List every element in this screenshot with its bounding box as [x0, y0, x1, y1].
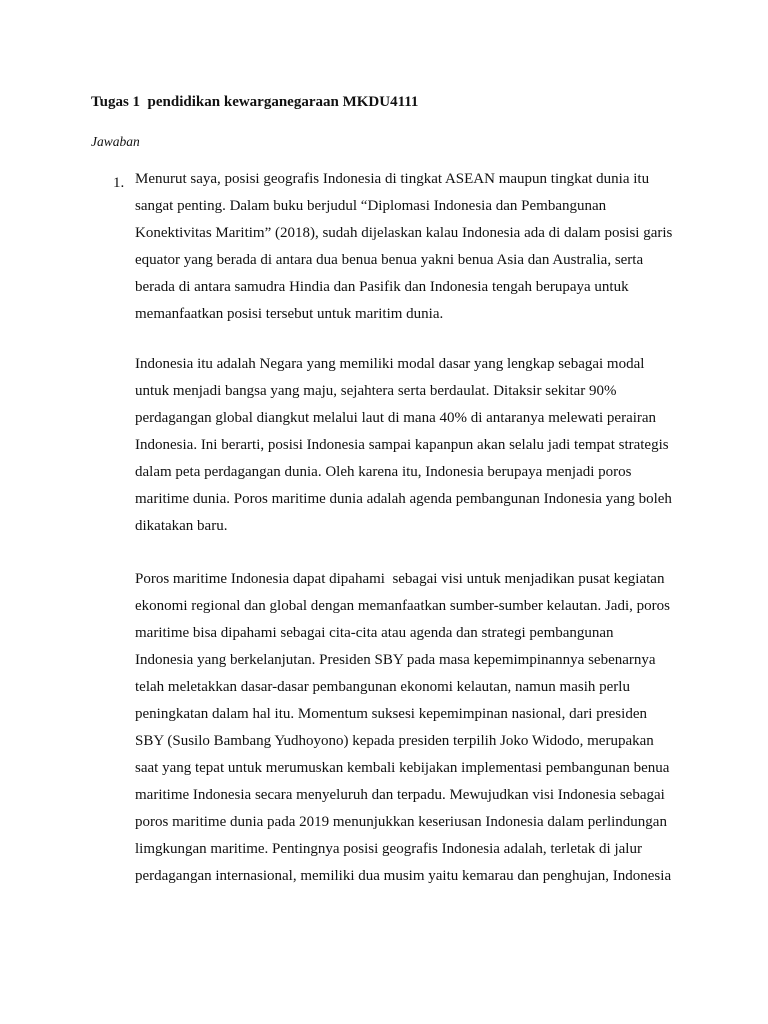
- document-title: Tugas 1 pendidikan kewarganegaraan MKDU4111: [91, 94, 419, 110]
- text-line: perdagangan internasional, memiliki dua musim yaitu kemarau dan penghujan, Indonesia: [135, 868, 672, 884]
- text-line: Menurut saya, posisi geografis Indonesia di tingkat ASEAN maupun tingkat dunia itu: [135, 171, 650, 187]
- text-line: peningkatan dalam hal itu. Momentum suksesi kepemimpinan nasional, dari presiden: [135, 706, 647, 722]
- text-line: limgkungan maritime. Pentingnya posisi geografis Indonesia adalah, terletak di jalur: [135, 841, 642, 857]
- text-line: Indonesia itu adalah Negara yang memiliki modal dasar yang lengkap sebagai modal: [135, 356, 645, 372]
- text-line: Indonesia yang berkelanjutan. Presiden SBY pada masa kepemimpinannya sebenarnya: [135, 652, 656, 668]
- paragraph-3: [135, 566, 675, 890]
- document-subtitle: Jawaban: [91, 134, 140, 149]
- text-line: telah meletakkan dasar-dasar pembangunan ekonomi kelautan, namun masih perlu: [135, 679, 630, 695]
- text-line: Poros maritime Indonesia dapat dipahami sebagai visi untuk menjadikan pusat kegiatan: [135, 571, 665, 587]
- text-line: dikatakan baru.: [135, 518, 228, 534]
- text-line: perdagangan global diangkut melalui laut di mana 40% di antaranya melewati perairan: [135, 410, 657, 426]
- text-line: poros maritime dunia pada 2019 menunjukkan keseriusan Indonesia dalam perlindungan: [135, 814, 667, 830]
- text-line: memanfaatkan posisi tersebut untuk maritim dunia.: [135, 306, 444, 322]
- text-line: sangat penting. Dalam buku berjudul “Diplomasi Indonesia dan Pembangunan: [135, 198, 607, 214]
- text-line: berada di antara samudra Hindia dan Pasifik dan Indonesia tengah berupaya untuk: [135, 279, 629, 295]
- paragraph-2: [135, 351, 675, 540]
- text-line: saat yang tepat untuk merumuskan kembali kebijakan implementasi pembangunan benua: [135, 760, 670, 776]
- list-number: 1.: [113, 175, 125, 191]
- text-line: dalam peta perdagangan dunia. Oleh karena itu, Indonesia berupaya menjadi poros: [135, 464, 632, 480]
- text-line: ekonomi regional dan global dengan memanfaatkan sumber-sumber kelautan. Jadi, poros: [135, 598, 670, 614]
- text-line: Indonesia. Ini berarti, posisi Indonesia sampai kapanpun akan selalu jadi tempat strategis: [135, 437, 669, 453]
- paragraph-1: [135, 166, 675, 328]
- text-line: untuk menjadi bangsa yang maju, sejahtera serta berdaulat. Ditaksir sekitar 90%: [135, 383, 617, 399]
- text-line: maritime dunia. Poros maritime dunia adalah agenda pembangunan Indonesia yang boleh: [135, 491, 672, 507]
- text-line: maritime Indonesia secara menyeluruh dan terpadu. Mewujudkan visi Indonesia sebagai: [135, 787, 665, 803]
- text-line: maritime bisa dipahami sebagai cita-cita atau agenda dan strategi pembangunan: [135, 625, 614, 641]
- text-line: Konektivitas Maritim” (2018), sudah dijelaskan kalau Indonesia ada di dalam posisi garis: [135, 225, 673, 241]
- text-line: SBY (Susilo Bambang Yudhoyono) kepada presiden terpilih Joko Widodo, merupakan: [135, 733, 654, 749]
- text-line: equator yang berada di antara dua benua benua yakni benua Asia dan Australia, serta: [135, 252, 644, 268]
